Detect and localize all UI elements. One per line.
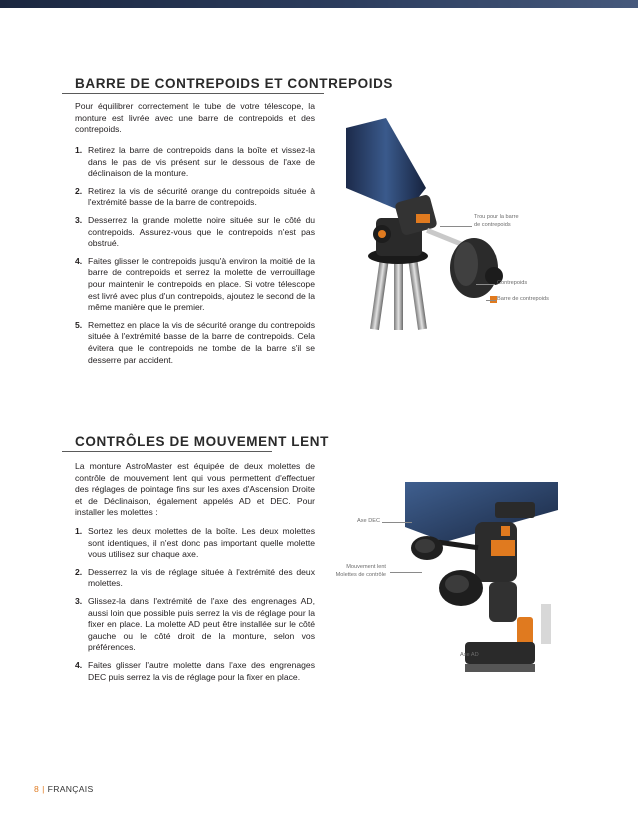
list-item: 5. Remettez en place la vis de sécurité orange du contrepoids située à l'extrémité basse de la barre de contrepoids. Cela évitera que le contrepoids ne tombe de la barre s'il se desserre par accident. [75,319,315,365]
section-intro: Pour équilibrer correctement le tube de votre télescope, la monture est livrée avec une barre de contrepoids et des contrepoids. [75,101,315,135]
callout-ra-axis: Axe AD [460,652,479,658]
slow-motion-steps [75,526,315,689]
list-item: 2. Desserrez la vis de réglage située à l'extrémité des deux molettes. [75,566,315,589]
list-item: 1. Sortez les deux molettes de la boîte. Les deux molettes sont identiques, il n'est donc pas important quelle molette vous utilisez sur chaque axe. [75,526,315,560]
footer-language: FRANÇAIS [47,784,94,794]
callout-leader [440,226,472,227]
callout-counterweight: Contrepoids [497,280,528,286]
page-footer [34,784,94,794]
footer-separator: | [42,784,45,794]
callout-slow-motion: Mouvement lent Molettes de contrôle [335,564,386,578]
section-divider [62,451,272,452]
counterweight-steps [75,145,315,372]
slow-motion-figure [405,482,558,672]
callout-leader [476,284,495,285]
callout-leader [390,572,422,573]
section-title-counterweight: BARRE DE CONTREPOIDS ET CONTREPOIDS [75,76,394,91]
section-intro: La monture AstroMaster est équipée de deux molettes de contrôle de mouvement lent qui vous permettent d'effectuer des réglages de pointage fins sur les axes d'Ascension Droite et de Déclinaison, également appelés AD et DEC. Pour installer les molettes : [75,461,315,518]
callout-dec-axis: Axe DEC [357,518,381,524]
section-title-slow-motion: CONTRÔLES DE MOUVEMENT LENT [75,434,329,449]
page-number: 8 [34,784,40,794]
list-item: 2. Retirez la vis de sécurité orange du contrepoids située à l'extrémité basse de la barre de contrepoids. [75,185,315,208]
callout-hole: Trou pour la barre de contrepoids [474,214,519,228]
callout-leader [486,300,496,301]
list-item: 3. Glissez-la dans l'extrémité de l'axe des engrenages AD, aussi loin que possible puis serrez la vis de réglage pour la fixer en place. La molette AD peut être installée sur le côté gauche ou le côté droit de la monture, selon vos préférences. [75,595,315,653]
section-divider [62,93,324,94]
header-bar [0,0,638,8]
list-item: 3. Desserrez la grande molette noire située sur le côté du contrepoids. Assurez-vous que le contrepoids n'est pas obstrué. [75,214,315,249]
list-item: 1. Retirez la barre de contrepoids dans la boîte et vissez-la dans le pas de vis présent sur le dessous de l'axe de déclinaison de la monture. [75,145,315,179]
mount-closeup-illustration [405,482,558,672]
list-item: 4. Faites glisser le contrepoids jusqu'à environ la moitié de la barre de contrepoids et serrez la molette de verrouillage pour maintenir le contrepoids en place. Si votre télescope est livré avec plus d'un contrepoids, ajoutez le second de la même manière que le premier. [75,255,315,313]
callout-leader [382,522,412,523]
callout-bar: Barre de contrepoids [497,296,549,302]
list-item: 4. Faites glisser l'autre molette dans l'axe des engrenages DEC puis serrez la vis de réglage pour la fixer en place. [75,659,315,682]
